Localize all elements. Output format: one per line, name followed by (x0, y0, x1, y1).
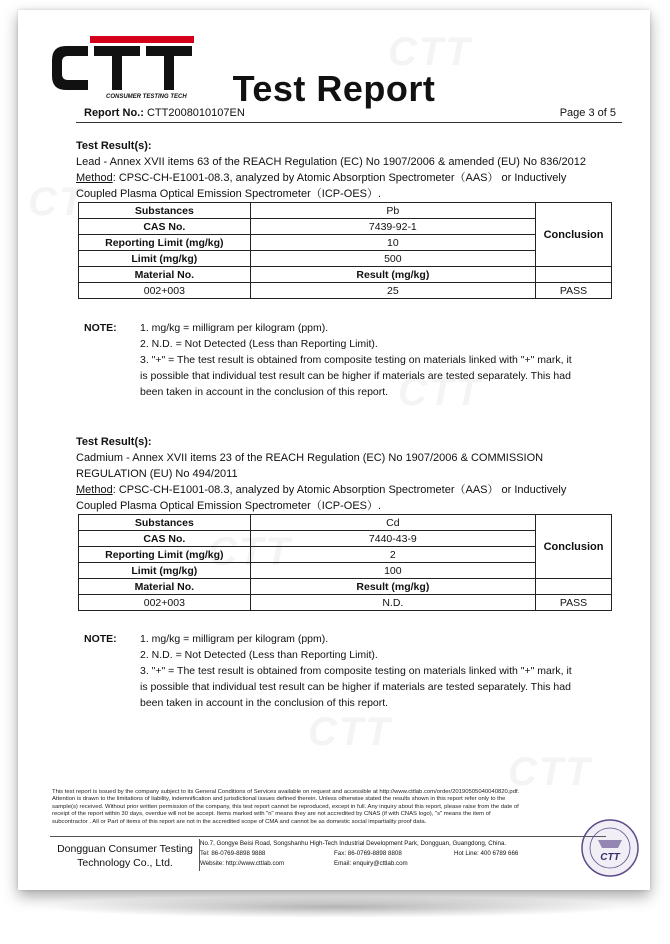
disclaimer-line: Attention is drawn to the limitations of liability, indemnification and jurisdictional issues defined therein. Unless otherwise stated the results shown in this report refer only to the (52, 796, 506, 803)
lead-section (76, 138, 616, 202)
limit-label: Limit (mg/kg) (79, 563, 251, 579)
limit-value: 100 (250, 563, 535, 579)
cas-label: CAS No. (79, 219, 251, 235)
substances-label: Substances (79, 515, 251, 531)
method-line-2: Coupled Plasma Optical Emission Spectrometer（ICP-OES）. (76, 500, 382, 512)
notes-block (84, 631, 614, 711)
company-line-1: Dongguan Consumer Testing (57, 843, 193, 855)
page-shadow (40, 896, 630, 918)
disclaimer-line: subcontractor . All or Part of items of this report are not in the accredited scope of CMA and cannot be as domestic social impartiality proof data. (52, 818, 427, 825)
tel: Tel: 86-0769-8898 9888 (200, 850, 266, 857)
conclusion-header: Conclusion (536, 515, 612, 579)
address: No.7, Gongye Beisi Road, Songshanhu High-Tech Industrial Development Park, Dongguan, Guangdong, China. (200, 840, 507, 847)
conclusion-spacer (536, 267, 612, 283)
company-seal (580, 818, 640, 878)
note-line: been taken in account in the conclusion of this report. (140, 386, 389, 398)
material-no-label: Material No. (79, 267, 251, 283)
conclusion-value: PASS (536, 283, 612, 299)
note-line: 3. "+" = The test result is obtained from composite testing on materials linked with "+" mark, it (140, 354, 572, 366)
disclaimer-line: sample(s) received. Without prior written permission of the company, this test report cannot be reproduced, except in full. Any inquiry about this report, please raise from the date of (52, 803, 519, 810)
disclaimer-line: receipt of the report within 30 days, overdue will not be accept. Items marked with "n" means they are not accredited by CNAS (if with CNAS logo), "s" means the item of (52, 811, 491, 818)
result-label: Result (mg/kg) (250, 579, 535, 595)
report-no-value: CTT2008010107EN (146, 107, 245, 119)
result-label: Result (mg/kg) (250, 267, 535, 283)
page-number: Page 3 of 5 (559, 107, 616, 119)
method-line-2: Coupled Plasma Optical Emission Spectrometer（ICP-OES）. (76, 188, 382, 200)
note-line: 1. mg/kg = milligram per kilogram (ppm). (140, 633, 329, 645)
cadmium-results-table (78, 514, 612, 611)
section-heading: Test Result(s): (76, 140, 152, 152)
header-divider (76, 122, 622, 123)
watermark (308, 710, 392, 755)
conclusion-spacer (536, 579, 612, 595)
hotline: Hot Line: 400 6789 666 (454, 850, 519, 857)
notes-block (84, 320, 614, 400)
cas-label: CAS No. (79, 531, 251, 547)
cadmium-section (76, 434, 616, 514)
note-line: 3. "+" = The test result is obtained from composite testing on materials linked with "+" mark, it (140, 665, 572, 677)
method-text: : CPSC-CH-E1001-08.3, analyzed by Atomic Absorption Spectrometer（AAS） or Inductively (112, 484, 567, 496)
substance-value: Pb (250, 203, 535, 219)
method-label: Method (76, 172, 113, 184)
company-contact (200, 839, 592, 869)
report-number-line (84, 107, 616, 119)
seal-text: CTT (600, 852, 620, 863)
note-line: is possible that individual test result can be higher if materials are tested separately. This had (140, 370, 571, 382)
method-text: : CPSC-CH-E1001-08.3, analyzed by Atomic Absorption Spectrometer（AAS） or Inductively (112, 172, 567, 184)
logo-tagline: CONSUMER TESTING TECH (106, 94, 187, 100)
section-description: Lead - Annex XVII items 63 of the REACH Regulation (EC) No 1907/2006 & amended (EU) No 836/2012 (76, 156, 586, 168)
reporting-limit-value: 2 (250, 547, 535, 563)
note-line: 1. mg/kg = milligram per kilogram (ppm). (140, 322, 329, 334)
cas-value: 7439-92-1 (250, 219, 535, 235)
material-no-label: Material No. (79, 579, 251, 595)
email: Email: enquiry@cttlab.com (334, 860, 408, 867)
fax: Fax: 86-0769-8898 8808 (334, 850, 402, 857)
disclaimer (52, 789, 624, 826)
report-no-label: Report No.: (84, 107, 144, 119)
website: Website: http://www.cttlab.com (200, 860, 285, 867)
section-heading: Test Result(s): (76, 436, 152, 448)
conclusion-value: PASS (536, 595, 612, 611)
cas-value: 7440-43-9 (250, 531, 535, 547)
lead-results-table (78, 202, 612, 299)
company-name (50, 842, 200, 870)
section-description: Cadmium - Annex XVII items 23 of the REACH Regulation (EC) No 1907/2006 & COMMISSION (76, 452, 544, 464)
result-value: N.D. (250, 595, 535, 611)
section-description: REGULATION (EU) No 494/2011 (76, 468, 238, 480)
note-line: been taken in account in the conclusion of this report. (140, 697, 389, 709)
limit-value: 500 (250, 251, 535, 267)
method-line (76, 482, 616, 498)
limit-label: Limit (mg/kg) (79, 251, 251, 267)
material-no-value: 002+003 (79, 283, 251, 299)
document-page (18, 10, 650, 890)
reporting-limit-value: 10 (250, 235, 535, 251)
substance-value: Cd (250, 515, 535, 531)
result-value: 25 (250, 283, 535, 299)
conclusion-header: Conclusion (536, 203, 612, 267)
note-line: 2. N.D. = Not Detected (Less than Reporting Limit). (140, 338, 378, 350)
page-title: Test Report (232, 68, 436, 109)
reporting-limit-label: Reporting Limit (mg/kg) (79, 235, 251, 251)
material-no-value: 002+003 (79, 595, 251, 611)
reporting-limit-label: Reporting Limit (mg/kg) (79, 547, 251, 563)
note-line: is possible that individual test result can be higher if materials are tested separately. This had (140, 681, 571, 693)
note-line: 2. N.D. = Not Detected (Less than Reporting Limit). (140, 649, 378, 661)
company-line-2: Technology Co., Ltd. (77, 857, 173, 869)
footer-divider (50, 836, 606, 837)
disclaimer-line: This test report is issued by the company subject to its General Conditions of Services available on request and accessible at http://www.cttlab.com/order/20190505040040820.pdf. (52, 789, 520, 795)
note-label: NOTE: (84, 633, 117, 645)
method-line (76, 170, 616, 186)
substances-label: Substances (79, 203, 251, 219)
note-label: NOTE: (84, 322, 117, 334)
method-label: Method (76, 484, 113, 496)
